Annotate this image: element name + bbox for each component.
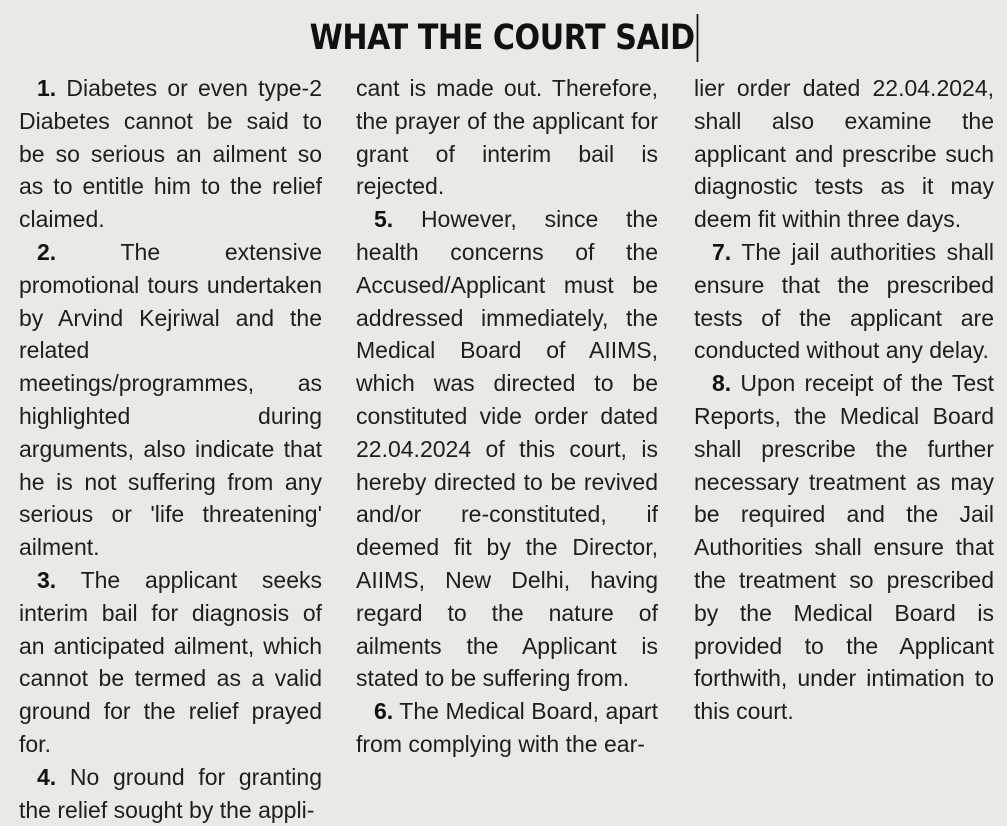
column-2 — [356, 72, 658, 761]
point-number: 8. — [712, 370, 732, 397]
point-number: 1. — [37, 75, 57, 101]
point-number: 3. — [37, 566, 57, 593]
point-text: Upon receipt of the Test Reports, the Medical Board shall prescribe the further necessary treatment as may be required and the Jail Authorities shall ensure that the treatment so prescribed by the Medical Board is provided to the Applicant forthwith, under intimation to this court. — [694, 370, 994, 725]
point-number: 2. — [37, 238, 57, 265]
column-3 — [694, 72, 994, 728]
point-number: 7. — [712, 238, 732, 265]
point-number: 4. — [37, 763, 57, 790]
point-text: However, since the health concerns of the Accused/Applicant must be addressed immediately, the Medical Board of AIIMS, which was directed to be constituted vide order dated 22.04.2024 of this court, is hereby directed to be revived and/or re-constituted, if deemed fit by the Director, AIIMS, New Delhi, having regard to the nature of ailments the Applicant is stated to be suffering from. — [356, 206, 658, 692]
point-text: The Medical Board, apart from complying with the ear- — [356, 698, 658, 757]
header — [0, 14, 1007, 62]
point-4 — [19, 761, 322, 826]
point-text: Diabetes or even type-2 Diabetes cannot be said to be so serious an ailment so as to entitle him to the relief claimed. — [19, 75, 322, 233]
point-3 — [19, 564, 322, 761]
point-5 — [356, 203, 658, 695]
point-8 — [694, 367, 994, 728]
page-title: WHAT THE COURT SAID — [309, 14, 698, 62]
point-6 — [356, 695, 658, 761]
point-text: No ground for granting the relief sought by the appli- — [19, 763, 322, 823]
point-2 — [19, 236, 322, 564]
column-1 — [19, 72, 322, 826]
point-6-continuation: lier order dated 22.04.2024, shall also examine the applicant and prescribe such diagnostic tests as it may deem fit within three days. — [694, 75, 994, 233]
point-text: The jail authorities shall ensure that the prescribed tests of the applicant are conducted without any delay. — [694, 238, 994, 364]
point-7 — [694, 236, 994, 367]
point-text: The extensive promotional tours undertaken by Arvind Kejriwal and the related meetings/programmes, as highlighted during arguments, also indicate that he is not suffering from any serious or 'life threatening' ailment. — [19, 238, 322, 561]
point-4-continuation: cant is made out. Therefore, the prayer of the applicant for grant of interim bail is rejected. — [356, 75, 658, 200]
point-number: 5. — [374, 206, 394, 233]
point-text: The applicant seeks interim bail for diagnosis of an anticipated ailment, which cannot be termed as a valid ground for the relief prayed for. — [19, 566, 322, 757]
point-number: 6. — [374, 698, 394, 725]
point-1 — [19, 72, 322, 236]
